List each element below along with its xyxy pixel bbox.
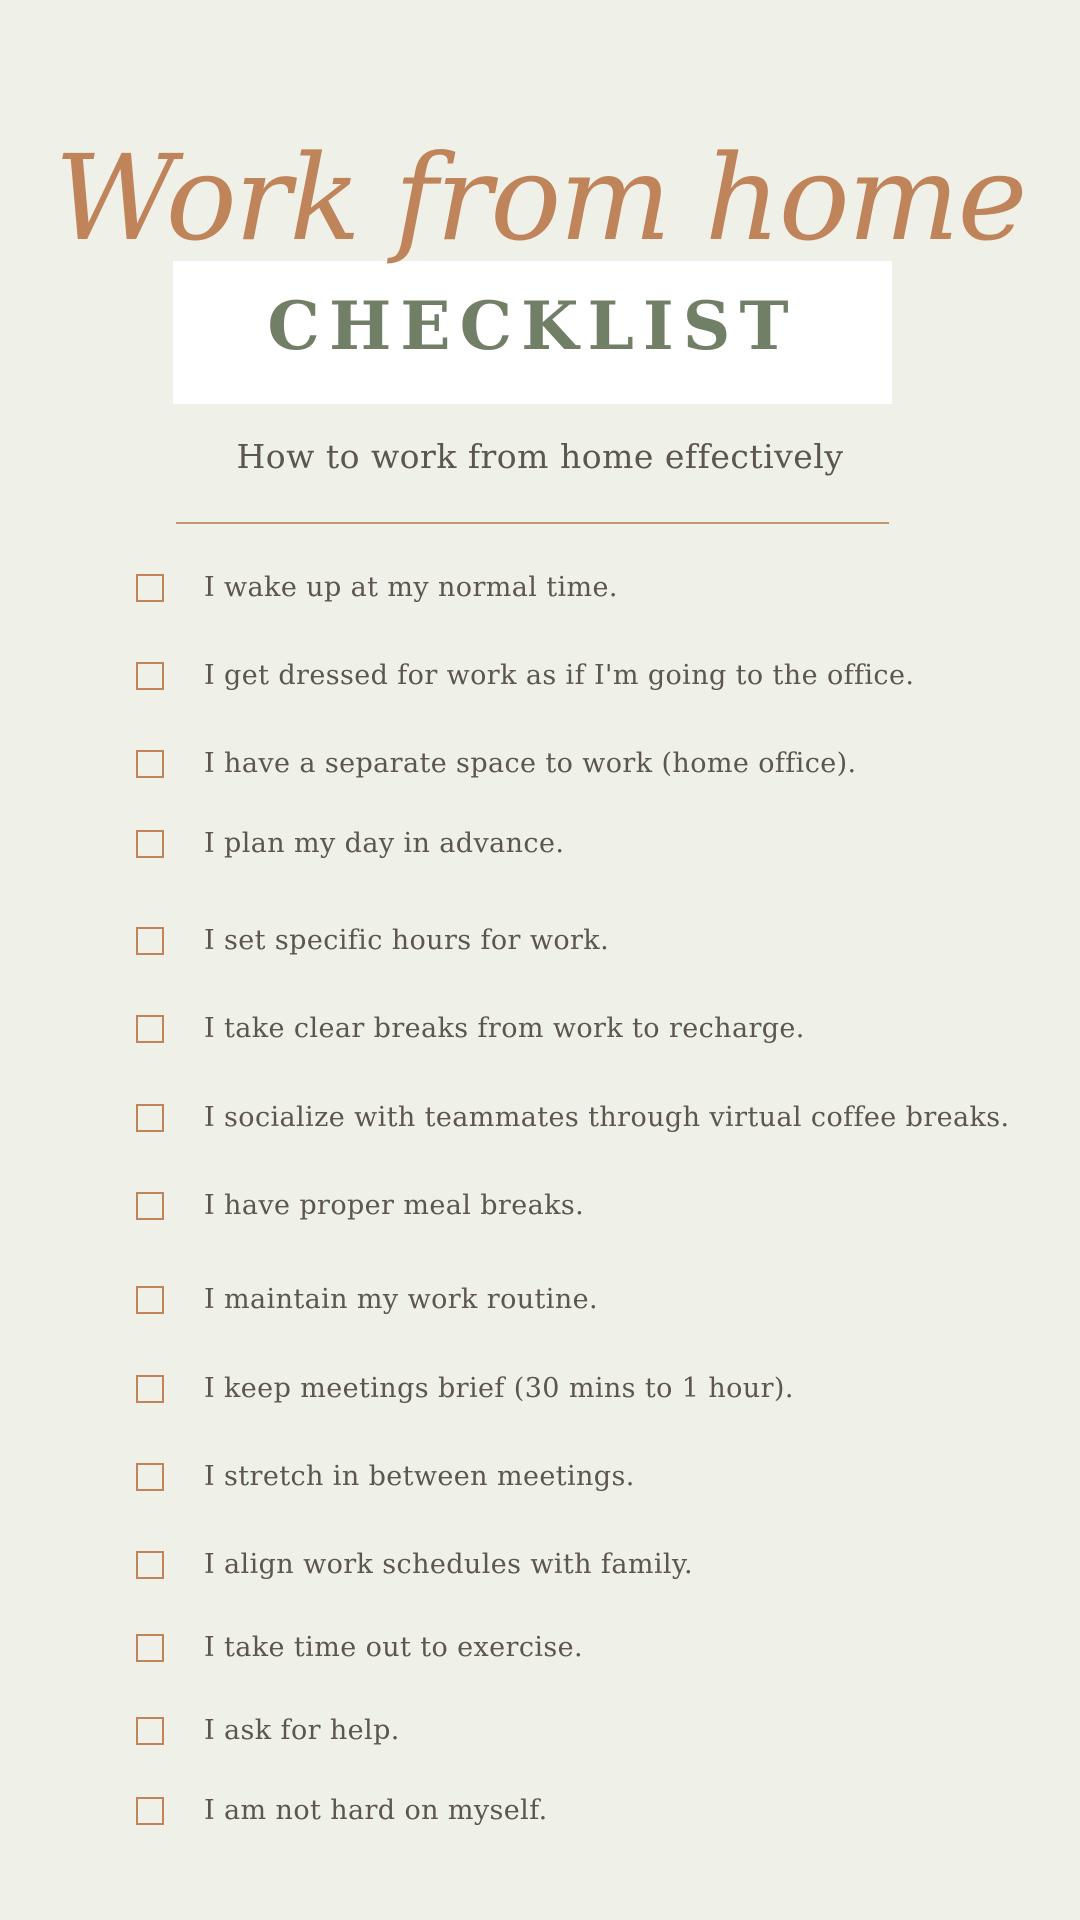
checkbox[interactable]: [136, 1104, 164, 1132]
checklist-item[interactable]: [136, 1280, 598, 1320]
checklist-item[interactable]: [136, 568, 618, 608]
checkbox[interactable]: [136, 1192, 164, 1220]
checklist-item-label: I maintain my work routine.: [204, 1284, 598, 1315]
checklist-item[interactable]: [136, 1711, 400, 1751]
checkbox[interactable]: [136, 1015, 164, 1043]
checklist-item-label: I have a separate space to work (home office).: [204, 748, 857, 779]
checkbox[interactable]: [136, 1797, 164, 1825]
checklist-item[interactable]: [136, 824, 564, 864]
checklist-item[interactable]: [136, 1791, 548, 1831]
checklist-item[interactable]: [136, 1098, 1010, 1138]
checkbox[interactable]: [136, 1551, 164, 1579]
checklist-item[interactable]: [136, 1186, 584, 1226]
checklist-item[interactable]: [136, 1628, 583, 1668]
checklist-item[interactable]: [136, 1009, 805, 1049]
checklist-item-label: I wake up at my normal time.: [204, 572, 618, 603]
checkbox[interactable]: [136, 830, 164, 858]
checkbox[interactable]: [136, 1634, 164, 1662]
checkbox[interactable]: [136, 1286, 164, 1314]
checklist-item-label: I take clear breaks from work to recharge.: [204, 1013, 805, 1044]
checklist-item-label: I align work schedules with family.: [204, 1549, 693, 1580]
checklist-item-label: I am not hard on myself.: [204, 1795, 548, 1826]
checklist-item[interactable]: [136, 921, 609, 961]
script-title: Work from home: [54, 129, 1026, 267]
checklist-item[interactable]: [136, 1545, 693, 1585]
checklist-item-label: I take time out to exercise.: [204, 1632, 583, 1663]
checkbox[interactable]: [136, 927, 164, 955]
checkbox[interactable]: [136, 1375, 164, 1403]
checklist-item-label: I set specific hours for work.: [204, 925, 610, 956]
checklist-item-label: I ask for help.: [204, 1715, 400, 1746]
checklist-item-label: I plan my day in advance.: [204, 828, 565, 859]
checklist-item-label: I have proper meal breaks.: [204, 1190, 585, 1221]
checklist-item-label: I socialize with teammates through virtual coffee breaks.: [204, 1102, 1010, 1133]
checkbox[interactable]: [136, 574, 164, 602]
checklist-item[interactable]: [136, 1369, 794, 1409]
checklist-item[interactable]: [136, 1457, 635, 1497]
checklist-item[interactable]: [136, 656, 914, 696]
divider: [176, 522, 889, 524]
checkbox[interactable]: [136, 750, 164, 778]
checkbox[interactable]: [136, 1463, 164, 1491]
checklist-item-label: I stretch in between meetings.: [204, 1461, 635, 1492]
subtitle: How to work from home effectively: [236, 437, 844, 476]
checkbox[interactable]: [136, 1717, 164, 1745]
banner-title: CHECKLIST: [267, 287, 798, 365]
checklist-item[interactable]: [136, 744, 857, 784]
checkbox[interactable]: [136, 662, 164, 690]
checklist-item-label: I get dressed for work as if I'm going to the office.: [204, 660, 915, 691]
checklist-item-label: I keep meetings brief (30 mins to 1 hour).: [204, 1373, 794, 1404]
